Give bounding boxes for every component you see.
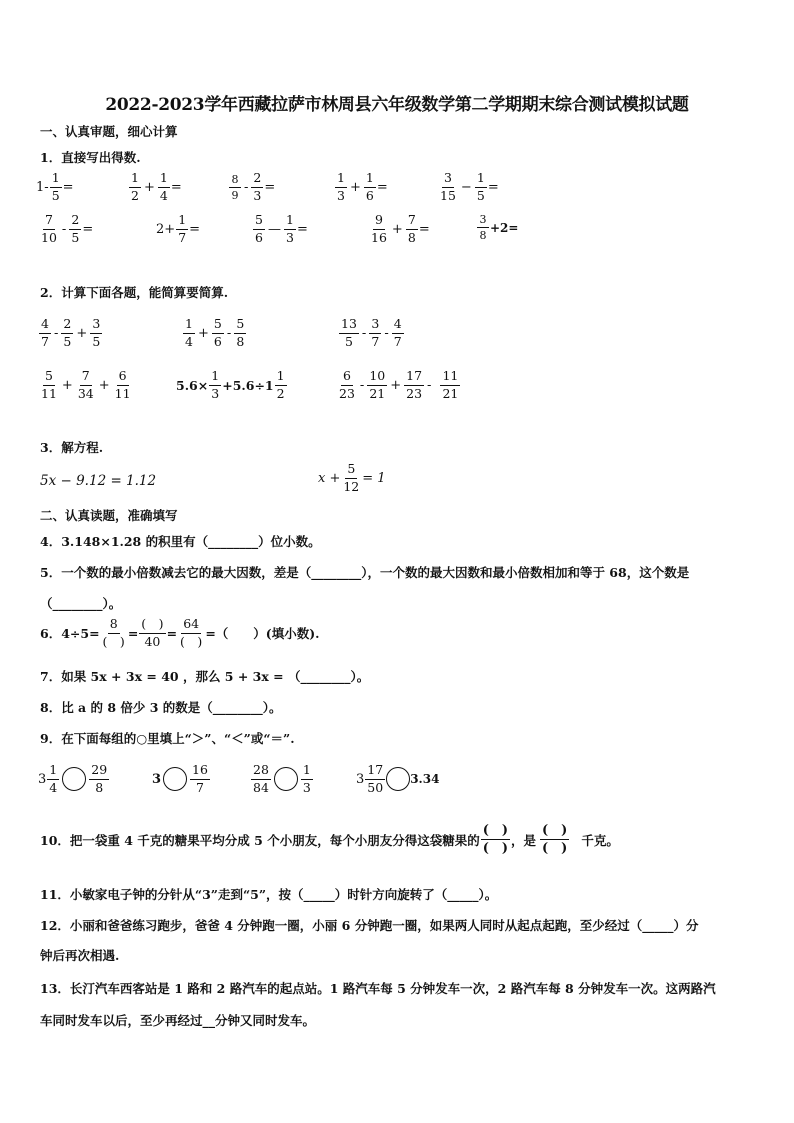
q2-expr-2: $\frac{1}{4}$ + $\frac{5}{6}$ - $\frac{5}{8}$ — [182, 318, 247, 348]
compare-circle[interactable] — [274, 767, 298, 791]
q1-item-10: $\frac{3}{8}$ +2= — [476, 214, 518, 241]
q11: 11．小敏家电子钟的分针从“3”走到“5”，按（_____）时针方向旋转了（_____）。 — [40, 887, 498, 902]
q1-item-1: 1- $\frac{1}{5}$ = — [36, 170, 74, 203]
q2-expr-1: $\frac{4}{7}$ - $\frac{2}{5}$ + $\frac{3}{5}$ — [38, 318, 103, 348]
q1-item-7: 2+ $\frac{1}{7}$ = — [156, 212, 201, 245]
q4: 4．3.148×1.28 的积里有（________）位小数。 — [40, 534, 321, 549]
q1-item-6: $\frac{7}{10}$ - $\frac{2}{5}$ = — [41, 212, 94, 245]
q12-line-2: 钟后再次相遇. — [40, 948, 120, 963]
q1-item-3: $\frac{8}{9}$ - $\frac{2}{3}$ = — [228, 172, 275, 202]
q3-equation-2: x + $\frac{5}{12}$ = 1 — [318, 461, 386, 494]
q9-group-1: 3 $\frac{1}{4}$ $\frac{29}{8}$ — [38, 762, 108, 795]
q1-item-9: $\frac{9}{16}$ + $\frac{7}{8}$ = — [371, 212, 430, 245]
q10: 10．把一袋重 4 千克的糖果平均分成 5 个小朋友，每个小朋友分得这袋糖果的 $\frac{( )}{( )}$ ，是 $\frac{( )}{( )}$ 千克。 — [40, 823, 619, 856]
q1-item-8: $\frac{5}{6}$ — $\frac{1}{3}$ = — [252, 214, 308, 244]
q2-expr-5: 5.6× $\frac{1}{3}$ +5.6÷1 $\frac{1}{2}$ — [176, 370, 288, 400]
q2-expr-3: $\frac{13}{5}$ - $\frac{3}{7}$ - $\frac{4}{7}$ — [338, 318, 405, 348]
q9-group-4: 3 $\frac{17}{50}$ 3.34 — [356, 762, 440, 795]
q1-item-5: $\frac{3}{15}$ − $\frac{1}{5}$ = — [440, 170, 499, 203]
q1-item-2: $\frac{1}{2}$ + $\frac{1}{4}$ = — [128, 172, 182, 202]
q9-group-3: $\frac{28}{84}$ $\frac{1}{3}$ — [250, 764, 314, 794]
q8: 8．比 a 的 8 倍少 3 的数是（________）。 — [40, 700, 282, 715]
page-title: 2022-2023学年西藏拉萨市林周县六年级数学第二学期期末综合测试模拟试题 — [105, 95, 689, 115]
q9-group-2: 3 $\frac{16}{7}$ — [152, 762, 208, 795]
compare-circle[interactable] — [386, 767, 410, 791]
q1-item-4: $\frac{1}{3}$ + $\frac{1}{6}$ = — [334, 172, 388, 202]
q13-line-2: 车同时发车以后，至少再经过__分钟又同时发车。 — [40, 1013, 316, 1028]
q9-label: 9．在下面每组的○里填上“＞”、“＜”或“＝”. — [40, 731, 295, 746]
q13-line-1: 13．长汀汽车西客站是 1 路和 2 路汽车的起点站。1 路汽车每 5 分钟发车一次，2 路汽车每 8 分钟发车一次。这两路汽 — [40, 981, 716, 996]
q5-line-2: （________）。 — [40, 596, 122, 611]
q7: 7．如果 5x + 3x = 40 ，那么 5 + 3x = （________）。 — [40, 669, 370, 684]
section-2-heading: 二、认真读题，准确填写 — [40, 508, 178, 523]
q5-line-1: 5．一个数的最小倍数减去它的最大因数，差是（________），一个数的最大因数和最小倍数相加和等于 68，这个数是 — [40, 565, 690, 580]
section-1-heading: 一、认真审题，细心计算 — [40, 124, 178, 139]
q3-equation-1: 5x − 9.12 = 1.12 — [40, 473, 157, 489]
q2-expr-4: $\frac{5}{11}$ + $\frac{7}{34}$ + $\frac{6}{11}$ — [41, 368, 131, 401]
q6: 6．4÷5= $\frac{8}{( )}$ = $\frac{( )}{40}$ = $\frac{64}{( )}$ =（ ）(填小数). — [40, 616, 320, 649]
q12-line-1: 12．小丽和爸爸练习跑步，爸爸 4 分钟跑一圈，小丽 6 分钟跑一圈，如果两人同时从起点起跑，至少经过（_____）分 — [40, 918, 699, 933]
compare-circle[interactable] — [163, 767, 187, 791]
q2-expr-6: $\frac{6}{23}$ - $\frac{10}{21}$ + $\frac{17}{23}$ - $\frac{11}{21}$ — [339, 368, 459, 401]
q2-label: 2．计算下面各题，能简算要简算. — [40, 285, 229, 300]
q1-label: 1．直接写出得数. — [40, 150, 141, 165]
q3-label: 3．解方程. — [40, 440, 104, 455]
compare-circle[interactable] — [62, 767, 86, 791]
